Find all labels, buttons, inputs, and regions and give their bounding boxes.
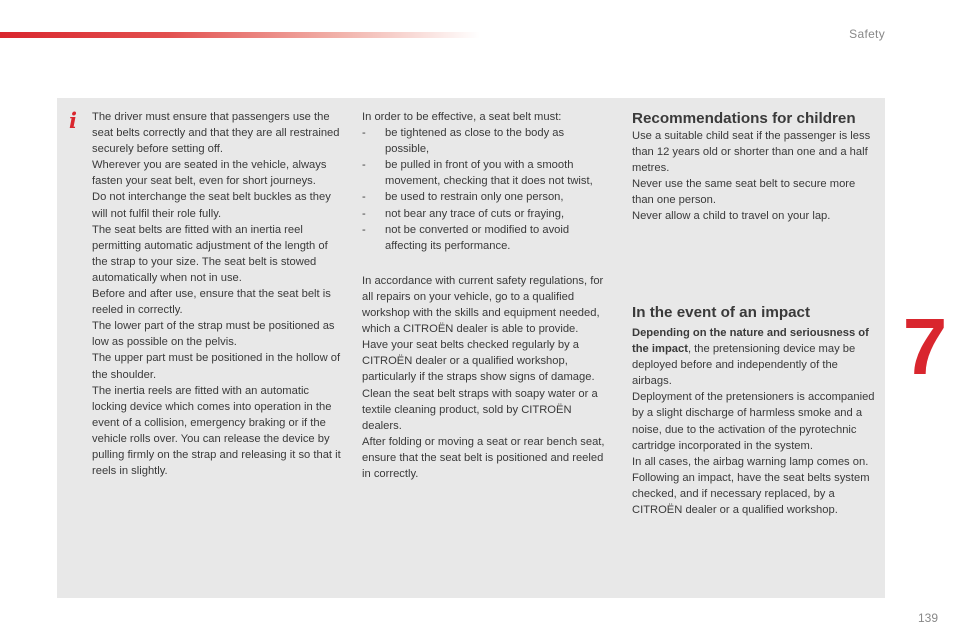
paragraph: Never use the same seat belt to secure more than one person.	[632, 178, 856, 207]
children-recommendations-section	[632, 109, 880, 225]
impact-lead-bold: Depending on the nature and seriousness of the impact	[632, 327, 869, 356]
paragraph: The lower part of the strap must be positioned as low as possible on the pelvis.	[92, 320, 335, 349]
impact-lead-text: , the pretensioning device may be deployed before and independently of the airbags.	[632, 343, 856, 388]
info-icon: i	[69, 108, 77, 133]
paragraph: Never allow a child to travel on your lap.	[632, 210, 831, 223]
chapter-number: 7	[902, 302, 948, 391]
paragraph: Following an impact, have the seat belts system checked, and if necessary replaced, by a CITROËN dealer or a qualified workshop.	[632, 471, 870, 517]
list-item	[362, 222, 607, 254]
paragraph: In accordance with current safety regulations, for all repairs on your vehicle, go to a qualified workshop with the skills and equipment needed, which a CITROËN dealer is able to provide.	[362, 274, 604, 336]
requirements-list	[362, 125, 607, 254]
paragraph: Use a suitable child seat if the passenger is less than 12 years old or shorter than one and a half metres.	[632, 130, 871, 175]
spacer	[362, 254, 607, 273]
paragraph: After folding or moving a seat or rear bench seat, ensure that the seat belt is positioned and reeled in correctly.	[362, 435, 605, 480]
list-dash: -	[362, 127, 366, 140]
paragraph: The upper part must be positioned in the hollow of the shoulder.	[92, 352, 341, 381]
seat-belt-guidance-column	[92, 109, 342, 479]
list-item-text: be tightened as close to the body as possible,	[385, 127, 565, 156]
header-accent-bar	[0, 32, 480, 38]
list-item-text: be pulled in front of you with a smooth movement, checking that it does not twist,	[385, 159, 593, 188]
seat-belt-requirements-column	[362, 109, 607, 482]
list-item-text: be used to restrain only one person,	[385, 191, 564, 204]
children-heading: Recommendations for children	[632, 110, 856, 127]
page-number: 139	[917, 611, 938, 625]
paragraph: The inertia reels are fitted with an automatic locking device which comes into operation in the event of a collision, emergency braking or if the vehicle rolls over. You can release the device by pulling firmly on the strap and releasing it so that it reels in slightly.	[92, 384, 341, 478]
paragraph: Clean the seat belt straps with soapy water or a textile cleaning product, sold by CITROËN dealers.	[362, 387, 598, 432]
list-item	[362, 189, 607, 205]
impact-section	[632, 325, 880, 518]
paragraph: In all cases, the airbag warning lamp comes on.	[632, 455, 869, 468]
list-dash: -	[362, 223, 366, 236]
paragraph: Deployment of the pretensioners is accompanied by a slight discharge of harmless smoke and a noise, due to the activation of the pyrotechnic cartridge incorporated in the system.	[632, 391, 875, 452]
list-item-text: not be converted or modified to avoid affecting its performance.	[385, 223, 570, 252]
impact-heading: In the event of an impact	[632, 304, 811, 321]
impact-lead	[632, 325, 880, 389]
paragraph: Wherever you are seated in the vehicle, always fasten your seat belt, even for short journeys.	[92, 159, 327, 188]
paragraph: Before and after use, ensure that the seat belt is reeled in correctly.	[92, 288, 331, 317]
list-dash: -	[362, 207, 366, 220]
paragraph: The seat belts are fitted with an inertia reel permitting automatic adjustment of the length of the strap to your size. The seat belt is stowed automatically when not in use.	[92, 223, 328, 284]
list-dash: -	[362, 159, 366, 172]
list-item	[362, 206, 607, 222]
paragraph: Do not interchange the seat belt buckles as they will not fulfil their role fully.	[92, 191, 331, 220]
section-title: Safety	[849, 27, 885, 41]
list-dash: -	[362, 191, 366, 204]
paragraph: Have your seat belts checked regularly by a CITROËN dealer or a qualified workshop, particularly if the straps show signs of damage.	[362, 339, 595, 384]
list-item	[362, 157, 607, 189]
list-item-text: not bear any trace of cuts or fraying,	[385, 207, 565, 220]
paragraph: The driver must ensure that passengers use the seat belts correctly and that they are all restrained securely before setting off.	[92, 111, 340, 156]
list-intro: In order to be effective, a seat belt must:	[362, 111, 562, 123]
list-item	[362, 125, 607, 157]
